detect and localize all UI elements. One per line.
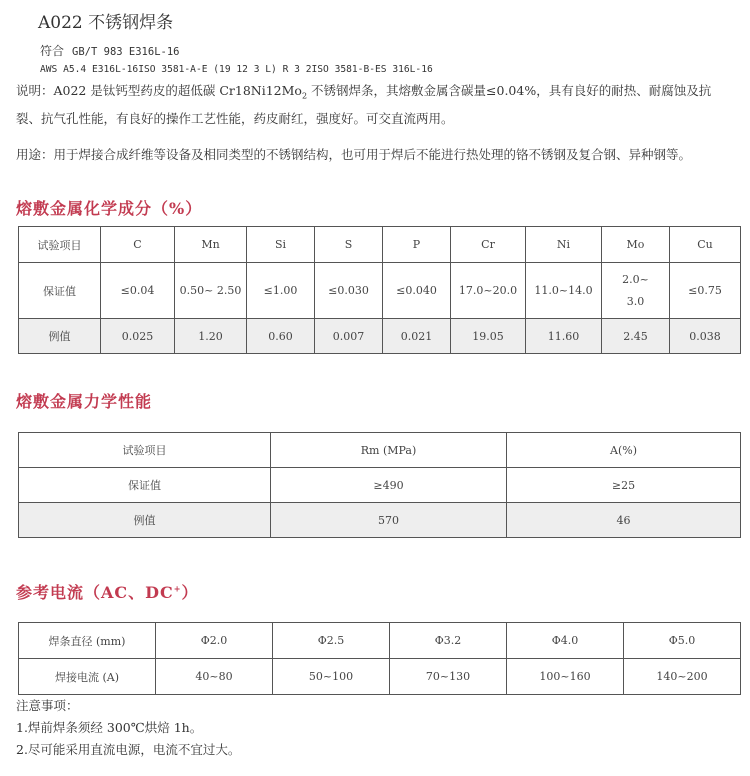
current-title-suffix: ） — [181, 583, 199, 602]
header-cell: 试验项目 — [19, 433, 271, 468]
table-cell: 0.50~ 2.50 — [175, 263, 247, 319]
table-cell: Φ5.0 — [624, 623, 741, 659]
row-label: 例值 — [19, 503, 271, 538]
table-row — [19, 503, 741, 538]
mo-line-1: 2.0~ — [622, 272, 649, 286]
table-row — [19, 659, 741, 695]
standard-gb: GB/T 983 E316L-16 — [72, 46, 180, 58]
table-cell: ≤0.040 — [383, 263, 451, 319]
table-cell: 40~80 — [156, 659, 273, 695]
table-cell: ≤0.04 — [101, 263, 175, 319]
header-cell: A(%) — [507, 433, 741, 468]
table-cell: Φ4.0 — [507, 623, 624, 659]
current-title-prefix: 参考电流（AC、DC — [16, 583, 174, 602]
table-cell: 0.021 — [383, 319, 451, 354]
header-cell: Mn — [175, 227, 247, 263]
mo-line-2: 3.0 — [626, 294, 645, 308]
table-cell: Φ2.0 — [156, 623, 273, 659]
description-subscript: 2 — [301, 91, 308, 101]
table-row — [19, 623, 741, 659]
current-table — [18, 622, 741, 695]
table-cell: 140~200 — [624, 659, 741, 695]
page-title: A022 不锈钢焊条 — [38, 13, 174, 33]
table-cell: 11.60 — [526, 319, 602, 354]
header-cell: Ni — [526, 227, 602, 263]
header-cell: Rm (MPa) — [271, 433, 507, 468]
header-cell: Si — [247, 227, 315, 263]
header-cell: Cr — [451, 227, 526, 263]
current-title-sup: + — [173, 583, 182, 594]
row-label: 例值 — [19, 319, 101, 354]
table-cell: ≤0.030 — [315, 263, 383, 319]
table-cell: 0.025 — [101, 319, 175, 354]
table-cell: 17.0~20.0 — [451, 263, 526, 319]
standard-label: 符合 — [40, 44, 65, 58]
notes-title: 注意事项： — [16, 698, 79, 713]
row-label: 保证值 — [19, 468, 271, 503]
table-cell-mo — [602, 263, 670, 319]
table-row — [19, 263, 741, 319]
note-item: 1.焊前焊条须经 300℃烘焙 1h。 — [16, 720, 203, 735]
table-cell: 0.60 — [247, 319, 315, 354]
table-cell: 46 — [507, 503, 741, 538]
header-cell: 试验项目 — [19, 227, 101, 263]
table-cell: ≤1.00 — [247, 263, 315, 319]
header-cell: S — [315, 227, 383, 263]
table-row — [19, 468, 741, 503]
description-prefix: 说明：A022 是钛钙型药皮的超低碳 Cr18Ni12Mo — [16, 83, 302, 98]
header-cell: Mo — [602, 227, 670, 263]
header-cell: Cu — [670, 227, 741, 263]
table-cell: Φ3.2 — [390, 623, 507, 659]
table-header-row — [19, 227, 741, 263]
row-label: 焊接电流 (A) — [19, 659, 156, 695]
mechanical-table — [18, 432, 741, 538]
table-cell: ≤0.75 — [670, 263, 741, 319]
table-cell: 0.038 — [670, 319, 741, 354]
table-cell: 1.20 — [175, 319, 247, 354]
chemical-table — [18, 226, 741, 354]
section-title-current — [16, 580, 198, 603]
notes — [16, 695, 240, 761]
table-cell: 2.45 — [602, 319, 670, 354]
table-row — [19, 319, 741, 354]
table-cell: 19.05 — [451, 319, 526, 354]
header-cell: C — [101, 227, 175, 263]
header-cell: P — [383, 227, 451, 263]
standard-line-gb — [40, 42, 179, 59]
table-cell: 70~130 — [390, 659, 507, 695]
section-title-mechanical: 熔敷金属力学性能 — [16, 392, 153, 411]
table-cell: 100~160 — [507, 659, 624, 695]
table-cell: Φ2.5 — [273, 623, 390, 659]
description-suffix: 不锈钢焊条，其熔敷金属含碳量≤0.04%，具有良好的耐热、耐腐蚀及抗裂、抗气孔性能，有良好的操作工艺性能，药皮耐红，强度好。可交直流两用。 — [16, 83, 712, 126]
description-paragraph — [16, 80, 736, 130]
row-label: 焊条直径 (mm) — [19, 623, 156, 659]
section-title-chemical: 熔敷金属化学成分（%） — [16, 199, 203, 218]
table-cell: 50~100 — [273, 659, 390, 695]
table-cell: ≥25 — [507, 468, 741, 503]
table-header-row — [19, 433, 741, 468]
usage-paragraph: 用途：用于焊接合成纤维等设备及相同类型的不锈钢结构，也可用于焊后不能进行热处理的铬不锈钢及复合钢、异种钢等。 — [16, 147, 692, 162]
row-label: 保证值 — [19, 263, 101, 319]
table-cell: 0.007 — [315, 319, 383, 354]
note-item: 2.尽可能采用直流电源，电流不宜过大。 — [16, 742, 241, 757]
standard-line-aws: AWS A5.4 E316L-16ISO 3581-A-E (19 12 3 L) R 3 2ISO 3581-B-ES 316L-16 — [40, 64, 433, 75]
table-cell: 11.0~14.0 — [526, 263, 602, 319]
table-cell: 570 — [271, 503, 507, 538]
table-cell: ≥490 — [271, 468, 507, 503]
